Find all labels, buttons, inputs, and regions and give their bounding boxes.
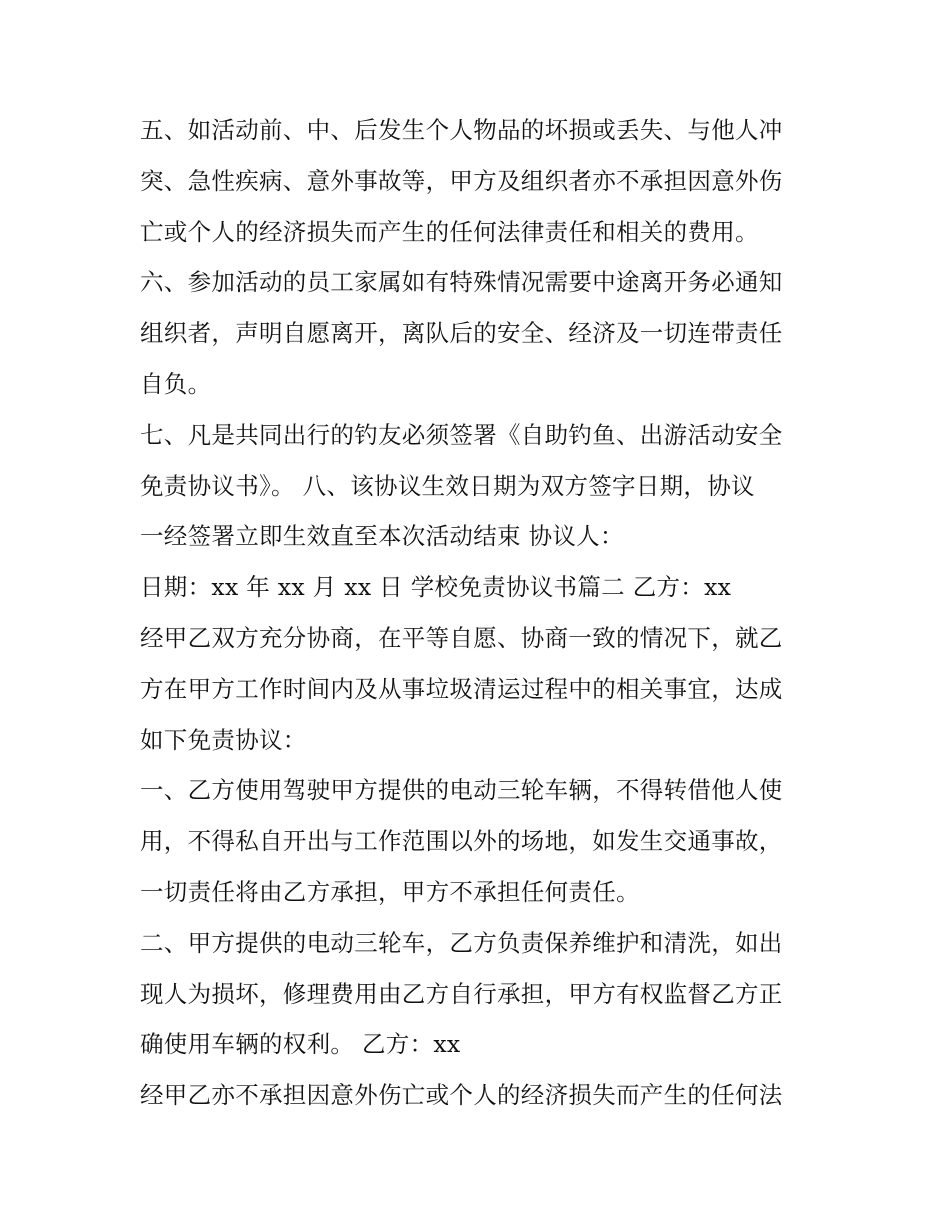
text-line: 二、甲方提供的电动三轮车，乙方负责保养维护和清洗，如出 xyxy=(140,928,783,957)
text-line: 组织者，声明自愿离开，离队后的安全、经济及一切连带责任 xyxy=(140,319,783,348)
text-line: 经甲乙双方充分协商，在平等自愿、协商一致的情况下，就乙 xyxy=(140,623,783,652)
text-line: 自负。 xyxy=(140,369,212,398)
text-line: 如下免责协议： xyxy=(140,725,307,754)
text-line: 五、如活动前、中、后发生个人物品的坏损或丢失、与他人冲 xyxy=(140,116,783,144)
text-line: 日期：xx 年 xx 月 xx 日 学校免责协议书篇二 乙方：xx xyxy=(140,573,732,602)
text-line: 一、乙方使用驾驶甲方提供的电动三轮车辆，不得转借他人使 xyxy=(140,776,783,805)
text-line: 免责协议书》。 八、该协议生效日期为双方签字日期，协议 xyxy=(140,471,755,500)
text-line: 亡或个人的经济损失而产生的任何法律责任和相关的费用。 xyxy=(140,217,759,246)
text-line: 一切责任将由乙方承担，甲方不承担任何责任。 xyxy=(140,877,640,906)
text-line: 突、急性疾病、意外事故等，甲方及组织者亦不承担因意外伤 xyxy=(140,166,783,195)
text-line: 经甲乙亦不承担因意外伤亡或个人的经济损失而产生的任何法 xyxy=(140,1081,783,1110)
text-line: 用，不得私自开出与工作范围以外的场地，如发生交通事故， xyxy=(140,827,783,856)
document-body xyxy=(140,105,820,1121)
text-line: 七、凡是共同出行的钓友必须签署《自助钓鱼、出游活动安全 xyxy=(140,420,783,449)
text-line: 现人为损坏，修理费用由乙方自行承担，甲方有权监督乙方正 xyxy=(140,979,783,1008)
text-line: 六、参加活动的员工家属如有特殊情况需要中途离开务必通知 xyxy=(140,268,783,297)
text-line: 方在甲方工作时间内及从事垃圾清运过程中的相关事宜，达成 xyxy=(140,674,783,703)
text-line: 确使用车辆的权利。 乙方：xx xyxy=(140,1030,461,1059)
text-line: 一经签署立即生效直至本次活动结束 协议人： xyxy=(140,522,624,551)
